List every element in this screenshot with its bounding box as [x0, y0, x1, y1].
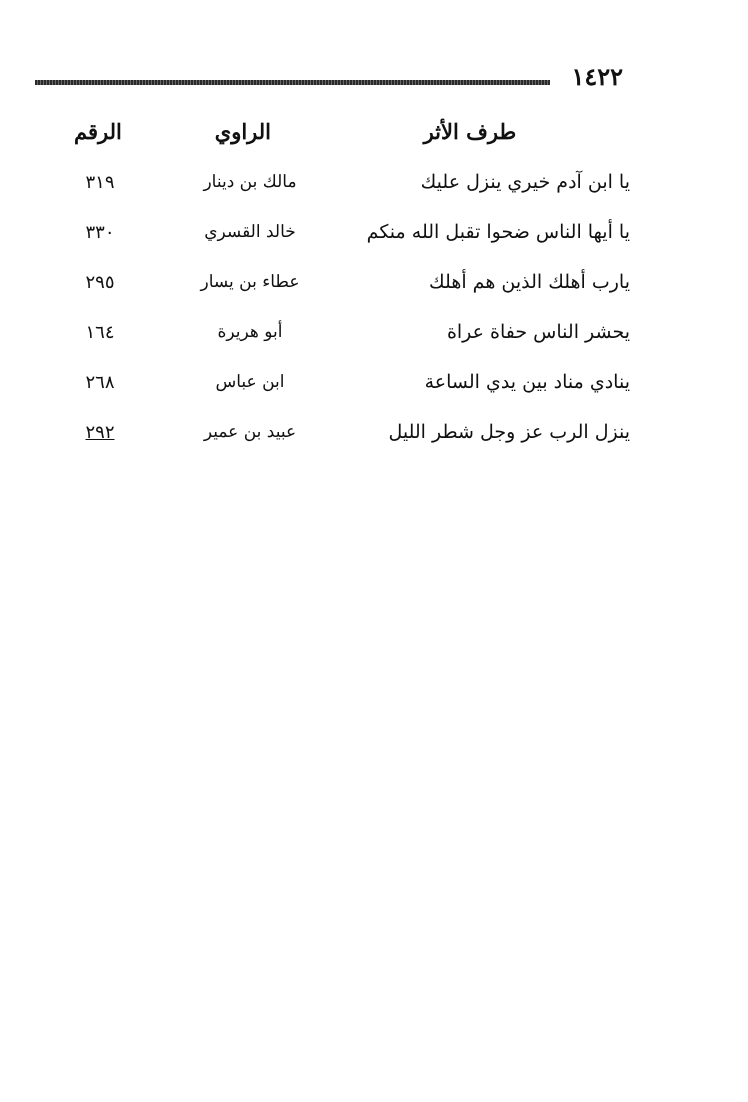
table-row: [40, 407, 630, 457]
table-row: [40, 157, 630, 207]
trace-cell: يارب أهلك الذين هم أهلك: [429, 271, 630, 293]
header-narrator: الراوي: [214, 118, 271, 144]
number-cell: ٢٩٢: [85, 421, 115, 443]
header-number: الرقم: [74, 118, 122, 144]
narrator-cell: ابن عباس: [215, 372, 285, 392]
number-cell: ٣١٩: [85, 171, 115, 193]
narrator-cell: أبو هريرة: [217, 322, 283, 342]
table-row: [40, 307, 630, 357]
trace-cell: ينادي مناد بين يدي الساعة: [424, 371, 630, 393]
narrator-cell: مالك بن دينار: [203, 172, 297, 192]
table-row: [40, 357, 630, 407]
number-cell: ٣٣٠: [85, 221, 115, 243]
trace-cell: يا أيها الناس ضحوا تقبل الله منكم: [366, 221, 630, 243]
narrator-cell: عبيد بن عمير: [203, 422, 297, 442]
header-rule: [35, 80, 550, 85]
narrator-cell: خالد القسري: [204, 222, 296, 242]
table-header-row: [40, 105, 630, 157]
number-cell: ٢٦٨: [85, 371, 115, 393]
trace-cell: ينزل الرب عز وجل شطر الليل: [388, 421, 630, 443]
table-row: [40, 257, 630, 307]
number-cell: ٢٩٥: [85, 271, 115, 293]
trace-cell: يا ابن آدم خيري ينزل عليك: [420, 171, 630, 193]
index-table: [40, 105, 630, 457]
header-trace: طرف الأثر: [423, 118, 517, 144]
narrator-cell: عطاء بن يسار: [200, 272, 300, 292]
trace-cell: يحشر الناس حفاة عراة: [446, 321, 630, 343]
page-number: ١٤٢٢: [571, 62, 623, 91]
table-row: [40, 207, 630, 257]
number-cell: ١٦٤: [85, 321, 115, 343]
